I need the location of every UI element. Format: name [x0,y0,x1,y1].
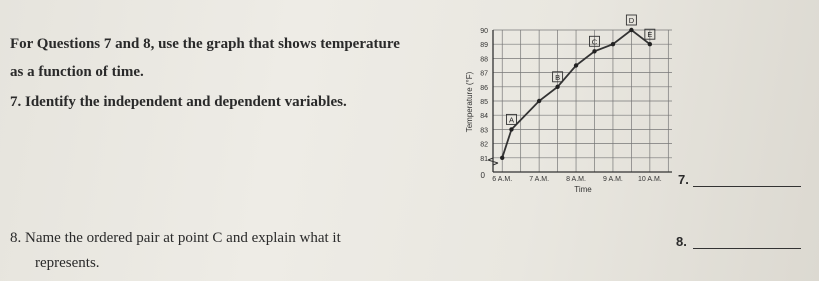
y-tick-label: 88 [480,56,488,64]
intro-line-1: For Questions 7 and 8, use the graph that shows temperature [10,36,400,52]
data-point [611,42,615,46]
x-axis-label: Time [574,185,592,194]
y-axis-label: Temperature (°F) [465,71,474,133]
data-point [592,49,596,53]
y-tick-label: 86 [480,84,488,92]
y-tick-labels [480,28,488,163]
intro-line-2: as a function of time. [10,64,144,80]
answer-label-7: 7. [678,172,689,187]
answer-label-8: 8. [676,234,687,249]
y-tick-label: 87 [480,70,488,78]
y-tick-label: 82 [480,141,488,149]
point-label: E [647,30,653,40]
y-tick-label: 90 [480,28,488,35]
y-tick-label: 83 [480,127,488,135]
data-point [537,99,541,103]
y-tick-label: 89 [480,42,488,50]
point-label: C [591,37,598,47]
point-label: D [628,16,635,25]
question-7: 7. Identify the independent and dependent variables. [10,94,347,110]
data-point [574,63,578,67]
x-tick-label: 6 A.M. [492,176,513,183]
chart-grid [493,30,672,172]
y-tick-label: 85 [480,99,488,106]
x-tick-label: 10 A.M. [637,176,662,183]
question-8-line-2: represents. [35,255,100,271]
x-tick-label: 8 A.M. [566,176,586,183]
x-tick-label: 7 A.M. [529,176,550,183]
data-point [648,42,652,46]
point-label: B [555,72,561,82]
y-tick-label: 81 [480,155,488,163]
data-point [629,28,633,32]
data-point [555,85,559,89]
point-label: A [508,115,514,125]
data-point [500,156,504,160]
question-8-line-1: 8. Name the ordered pair at point C and explain what it [10,230,341,246]
x-tick-labels [492,176,661,183]
data-point [509,127,513,131]
y-tick-label: 84 [480,113,488,121]
origin-label: 0 [480,171,485,180]
x-tick-label: 9 A.M. [603,176,623,183]
